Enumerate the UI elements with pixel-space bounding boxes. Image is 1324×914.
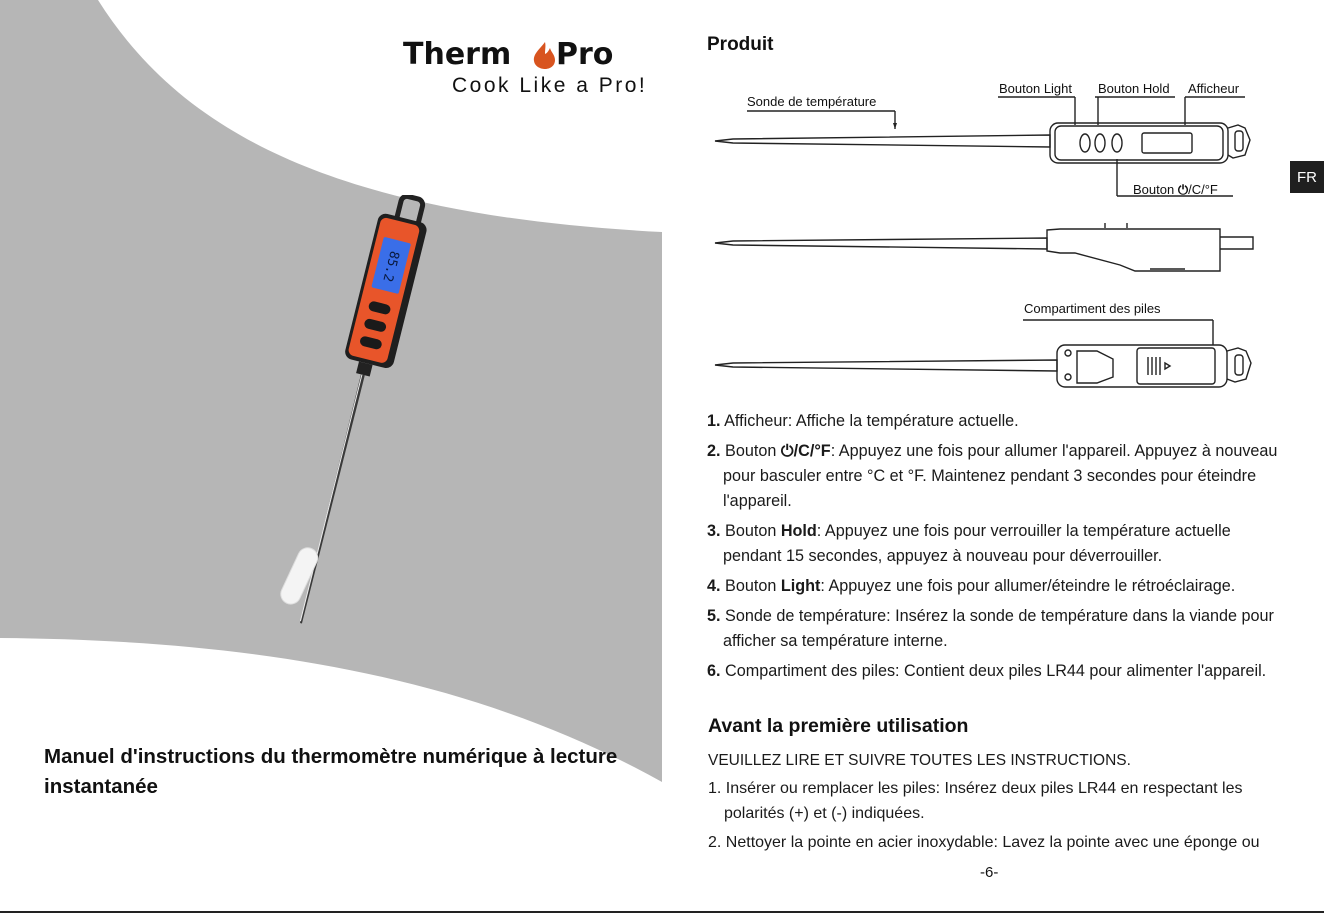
- power-icon: ⏻: [780, 442, 794, 460]
- manual-title: Manuel d'instructions du thermomètre numérique à lecture instantanée: [44, 745, 618, 798]
- first-use-step: 2. Nettoyer la pointe en acier inoxydable: Lavez la pointe avec une éponge ou: [708, 834, 1260, 851]
- feature-text: Compartiment des piles: Contient deux piles LR44 pour alimenter l'appareil.: [725, 662, 1267, 680]
- thermometer-product-illustration: [200, 195, 450, 645]
- feature-prefix: Bouton: [725, 577, 781, 595]
- feature-item-5: [707, 604, 1287, 654]
- feature-item-3: [707, 519, 1287, 569]
- feature-text: Afficheur: Affiche la température actuelle.: [724, 412, 1019, 430]
- feature-number: 6.: [707, 662, 721, 680]
- first-use-notice: VEUILLEZ LIRE ET SUIVRE TOUTES LES INSTRUCTIONS.: [708, 752, 1131, 769]
- feature-name: Hold: [780, 522, 817, 540]
- first-use-step: 1. Insérer ou remplacer les piles: Insérez deux piles LR44 en respectant les polarités (+) et (-) indiquées.: [708, 780, 1243, 822]
- label-power-button-prefix: Bouton: [1133, 182, 1178, 197]
- features-list: [707, 409, 1287, 689]
- feature-number: 4.: [707, 577, 721, 595]
- brand-logo: [403, 38, 619, 68]
- page-number: -6-: [980, 864, 999, 881]
- feature-number: 5.: [707, 607, 721, 625]
- bottom-divider: [0, 911, 1324, 913]
- label-light-button: Bouton Light: [999, 81, 1073, 96]
- feature-text: Sonde de température: Insérez la sonde de température dans la viande pour afficher sa température interne.: [723, 607, 1274, 650]
- feature-item-6: [707, 659, 1287, 684]
- svg-text:Therm: Therm: [403, 38, 512, 70]
- label-probe: Sonde de température: [747, 94, 877, 109]
- feature-prefix: Bouton: [725, 522, 781, 540]
- section-title-first-use: Avant la première utilisation: [708, 715, 969, 737]
- feature-text: : Appuyez une fois pour allumer l'appareil. Appuyez à nouveau pour basculer entre °C et °F. Maintenez pendant 3 secondes pour éteindre l'appareil.: [723, 442, 1278, 510]
- first-use-steps: [708, 776, 1288, 859]
- label-battery-compartment: Compartiment des piles: [1024, 301, 1161, 316]
- feature-item-4: [707, 574, 1287, 599]
- feature-item-1: [707, 409, 1287, 434]
- feature-name: /C/°F: [793, 442, 831, 460]
- feature-item-2: [707, 439, 1287, 514]
- language-tab: FR: [1290, 161, 1324, 193]
- feature-number: 2.: [707, 442, 721, 460]
- feature-number: 1.: [707, 412, 721, 430]
- label-hold-button: Bouton Hold: [1098, 81, 1170, 96]
- brand-tagline: Cook Like a Pro!: [452, 74, 648, 97]
- product-diagram: [705, 95, 1270, 395]
- feature-name: Light: [780, 577, 821, 595]
- svg-text:Pro: Pro: [556, 38, 614, 70]
- section-title-product: Produit: [707, 34, 774, 55]
- lcd-reading: 85.2: [379, 249, 402, 284]
- feature-prefix: Bouton: [725, 442, 781, 460]
- label-power-button-suffix: /C/°F: [1188, 182, 1218, 197]
- label-display: Afficheur: [1188, 81, 1240, 96]
- feature-number: 3.: [707, 522, 721, 540]
- power-icon: ⏻: [1177, 182, 1189, 197]
- feature-text: : Appuyez une fois pour verrouiller la température actuelle pendant 15 secondes, appuyez à nouveau pour déverrouiller.: [723, 522, 1231, 565]
- feature-text: : Appuyez une fois pour allumer/éteindre le rétroéclairage.: [820, 577, 1236, 595]
